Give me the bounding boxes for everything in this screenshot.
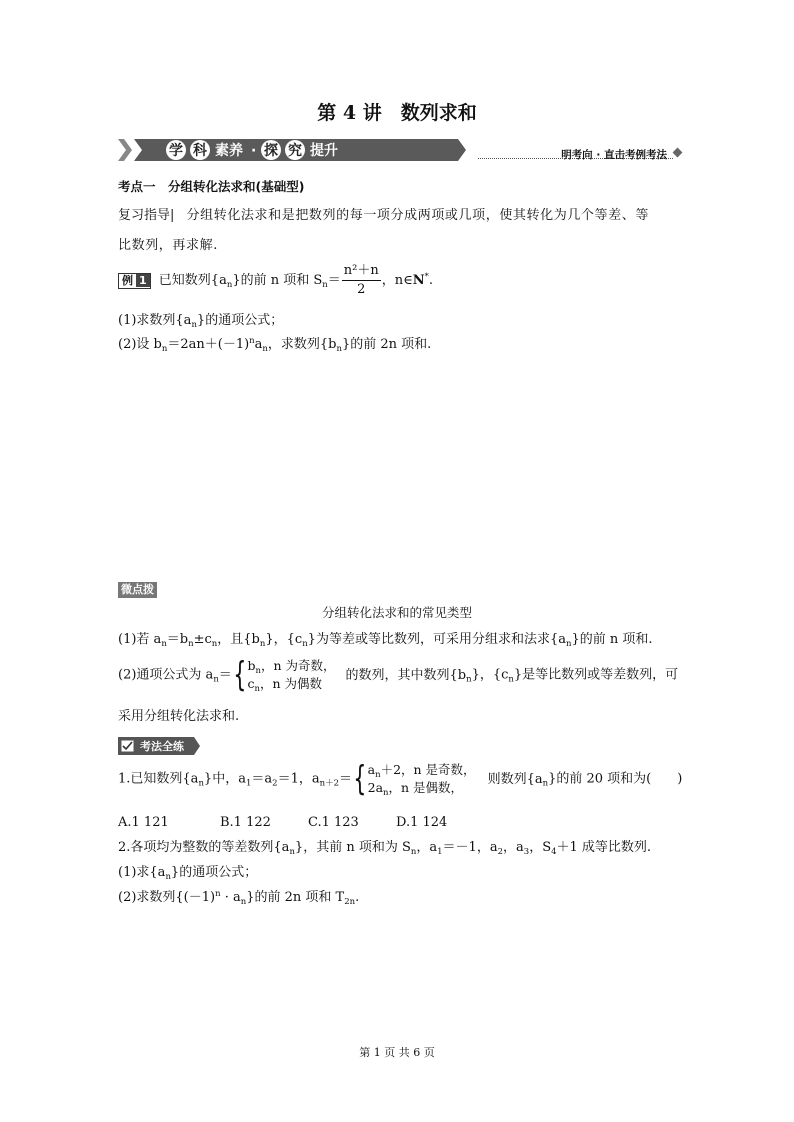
option-a: A.1 121 <box>118 815 169 830</box>
banner-right-text: 明考向 · 直击考例考法 <box>561 149 667 161</box>
option-d: D.1 124 <box>396 815 448 830</box>
weidianbo-tag: 微点拨 <box>118 578 157 598</box>
banner-char-2: 科 <box>193 143 207 159</box>
kaodian-heading: 考点一 分组转化法求和(基础型) <box>118 179 305 194</box>
piecewise-cases: $a_n+2$，n 是奇数， $2a_n$，n 是偶数， <box>367 762 476 798</box>
banner-char-5: 究 <box>288 143 302 159</box>
guide-line-2: 比数列，再求解. <box>118 238 218 253</box>
practice-q2-1: (1)求$\{a_n\}$的通项公式； <box>118 865 258 882</box>
banner-char-4: 探 <box>264 143 278 159</box>
example-1-stem: 例 1 已知数列$\{a_n\}$的前 n 项和 $S_n=$ $\frac{\text{n²＋n}}{2}$ ，n∈N*. <box>118 262 433 299</box>
practice-tag <box>118 737 200 755</box>
piecewise-cases: $b_n$，n 为奇数， $c_n$，n 为偶数 <box>247 658 336 694</box>
banner-char-1: 学 <box>169 143 183 159</box>
page-footer: 第 1 页 共 6 页 <box>359 1046 435 1059</box>
example-1-q2: (2)设 $b_n=2an+(-1)^na_n$，求数列$\{b_n\}$的前 2n 项和. <box>118 336 432 354</box>
option-c: C.1 123 <box>308 815 359 830</box>
practice-q2: 2.各项均为整数的等差数列$\{a_n\}$，其前 n 项和为 $S_n$，$a_1=-1$，$a_2$，$a_3$，$S_4+1$ 成等比数列. <box>118 840 652 857</box>
guide-line-1 <box>118 207 649 225</box>
guide-label: 复习指导| <box>118 208 175 223</box>
weidianbo-heading: 分组转化法求和的常见类型 <box>321 605 472 620</box>
weidianbo-line-2: (2)通项公式为 $a_n=${ $b_n$，n 为奇数， $c_n$，n 为偶数 的数列，其中数列$\{b_n\}$，$\{c_n\}$是等比数列或等差数列，可 <box>118 655 679 695</box>
practice-tag-label: 考法全练 <box>140 740 184 753</box>
guide-text-1: 分组转化法求和是把数列的每一项分成两项或几项，使其转化为几个等差、等 <box>186 208 649 223</box>
banner-dot: · <box>251 143 257 159</box>
banner-char-3: 素养 <box>215 143 243 159</box>
option-b: B.1 122 <box>220 815 271 830</box>
section-banner <box>118 137 681 163</box>
page-title: 第 4 讲 数列求和 <box>317 102 477 124</box>
example-1-q1: (1)求数列$\{a_n\}$的通项公式； <box>118 313 284 330</box>
practice-q1: 1.已知数列$\{a_n\}$中，$a_1=a_2=1$，$a_{n+2}=${ $a_n+2$，n 是奇数， $2a_n$，n 是偶数， 则数列$\{a_n\}$的前 20 项和为( ) <box>118 759 683 799</box>
weidianbo-line-1: (1)若 $a_n=b_n\pm c_n$，且$\{b_n\}$，$\{c_n\}$为等差或等比数列，可采用分组求和法求$\{a_n\}$的前 n 项和. <box>118 632 653 649</box>
fraction: $\frac{\text{n²＋n}}{2}$ <box>343 263 379 297</box>
example-tag: 例 1 <box>118 273 151 289</box>
weidianbo-line-3: 采用分组转化法求和. <box>118 709 240 724</box>
banner-char-6: 提升 <box>310 143 338 159</box>
practice-q2-2: (2)求数列$\{(-1)^n \cdot a_n\}$的前 2n 项和 $T_{2n}$. <box>118 889 360 907</box>
